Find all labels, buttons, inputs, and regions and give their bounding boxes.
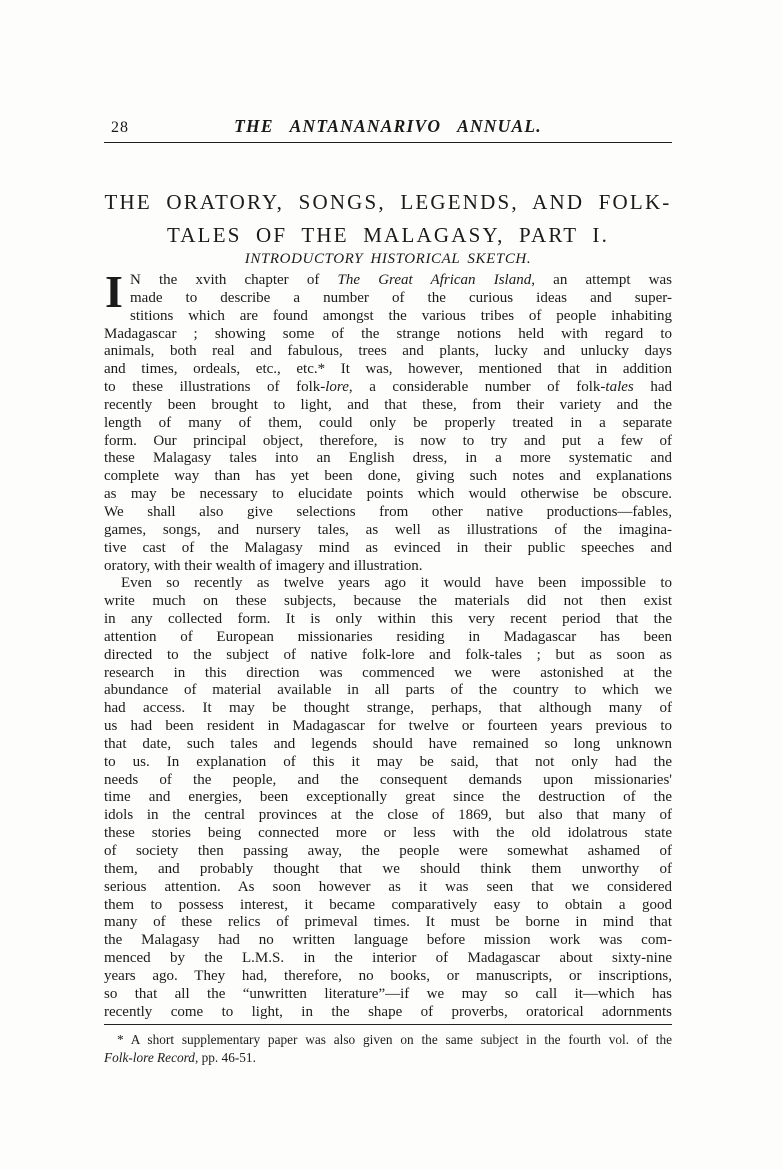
text-line: them, and probably thought that we should think them unworthy of — [104, 860, 672, 877]
text-line: We shall also give selections from other native productions—fables, — [104, 503, 672, 520]
article-title-line2: TALES OF THE MALAGASY, PART I. — [166, 223, 610, 247]
text-line: had access. It may be thought strange, perhaps, that although many of — [104, 700, 672, 717]
text-line: idols in the central provinces at the close of 1869, but also that many of — [104, 807, 672, 824]
text-line: years ago. They had, therefore, no books, or manuscripts, or inscriptions, — [104, 967, 672, 984]
text-line: serious attention. As soon however as it was seen that we considered — [104, 878, 672, 895]
text-line: animals, both real and fabulous, trees and plants, lucky and unlucky days — [104, 343, 672, 360]
text-line: needs of the people, and the consequent demands upon missionaries' — [104, 771, 672, 788]
header-rule — [104, 142, 672, 143]
text-line: N the xvith chapter of The Great African Island, an attempt was — [130, 272, 672, 288]
text-line: write much on these subjects, because the materials did not then exist — [104, 593, 672, 610]
text-line: attention of European missionaries residing in Madagascar has been — [104, 628, 672, 645]
text-line: abundance of material available in all parts of the country to which we — [104, 682, 672, 699]
text-line: time and energies, been exceptionally great since the destruction of the — [104, 789, 672, 806]
paragraph-2 — [104, 575, 672, 1021]
text-line: recently come to light, in the shape of proverbs, oratorical adornments — [104, 1003, 672, 1020]
text-line: form. Our principal object, therefore, is now to try and put a few of — [104, 432, 672, 449]
text-line: the Malagasy had no written language before mission work was com- — [104, 932, 672, 949]
text-line: recently been brought to light, and that these, from their variety and the — [104, 396, 672, 413]
text-line: menced by the L.M.S. in the interior of Madagascar about sixty-nine — [104, 950, 672, 967]
text-line: length of many of them, could only be properly treated in a separate — [104, 414, 672, 431]
article-title — [104, 186, 672, 252]
text-line: as may be necessary to elucidate points which would otherwise be obscure. — [104, 486, 672, 503]
paragraph-1 — [104, 266, 672, 575]
text-line: directed to the subject of native folk-lore and folk-tales ; but as soon as — [104, 646, 672, 663]
text-line: in any collected form. It is only within this very recent period that the — [104, 611, 672, 628]
dropcap-initial: I — [105, 266, 123, 317]
text-line: complete way than has yet been done, giving such notes and explanations — [104, 468, 672, 485]
page-number: 28 — [111, 119, 129, 136]
text-line: so that all the “unwritten literature”—if we may so call it—which has — [104, 985, 672, 1002]
running-title: THE ANTANANARIVO ANNUAL. — [234, 116, 542, 136]
text-line: * A short supplementary paper was also given on the same subject in the fourth vol. of the — [117, 1032, 672, 1048]
text-line: tive cast of the Malagasy mind as evinced in their public speeches and — [104, 539, 672, 556]
text-line: these stories being connected more or less with the old idolatrous state — [104, 825, 672, 842]
text-line: games, songs, and nursery tales, as well as illustrations of the imagina- — [104, 521, 672, 538]
text-line: us had been resident in Madagascar for twelve or fourteen years previous to — [104, 718, 672, 735]
running-head — [104, 116, 672, 138]
article-subtitle: INTRODUCTORY HISTORICAL SKETCH. — [244, 251, 532, 267]
text-line: research in this direction was commenced we were astonished at the — [104, 664, 672, 681]
footnote-rule — [104, 1024, 672, 1025]
text-line: them to possess interest, it became comparatively easy to obtain a good — [104, 896, 672, 913]
text-line: to these illustrations of folk-lore, a considerable number of folk-tales had — [104, 379, 672, 396]
text-line: Even so recently as twelve years ago it would have been impossible to — [121, 575, 672, 592]
text-line: Madagascar ; showing some of the strange notions held with regard to — [104, 325, 672, 342]
text-block — [104, 116, 672, 1066]
footnote — [104, 1031, 672, 1066]
text-line: that date, such tales and legends should have remained so long unknown — [104, 735, 672, 752]
text-line: oratory, with their wealth of imagery and illustration. — [104, 557, 423, 574]
text-line: to us. In explanation of this it may be said, that not only had the — [104, 753, 672, 770]
text-line: Folk-lore Record, pp. 46-51. — [104, 1049, 256, 1065]
text-line: of society then passing away, the people were somewhat ashamed of — [104, 843, 672, 859]
article-title-line1: THE ORATORY, SONGS, LEGENDS, AND FOLK- — [104, 190, 672, 214]
text-line: and times, ordeals, etc., etc.* It was, however, mentioned that in addition — [104, 361, 672, 378]
text-line: stitions which are found amongst the various tribes of people inhabiting — [130, 307, 672, 324]
text-line: made to describe a number of the curious ideas and super- — [130, 289, 672, 306]
text-line: these Malagasy tales into an English dress, in a more systematic and — [104, 450, 672, 467]
body-text — [104, 266, 672, 1021]
text-line: many of these relics of primeval times. It must be borne in mind that — [104, 914, 672, 931]
